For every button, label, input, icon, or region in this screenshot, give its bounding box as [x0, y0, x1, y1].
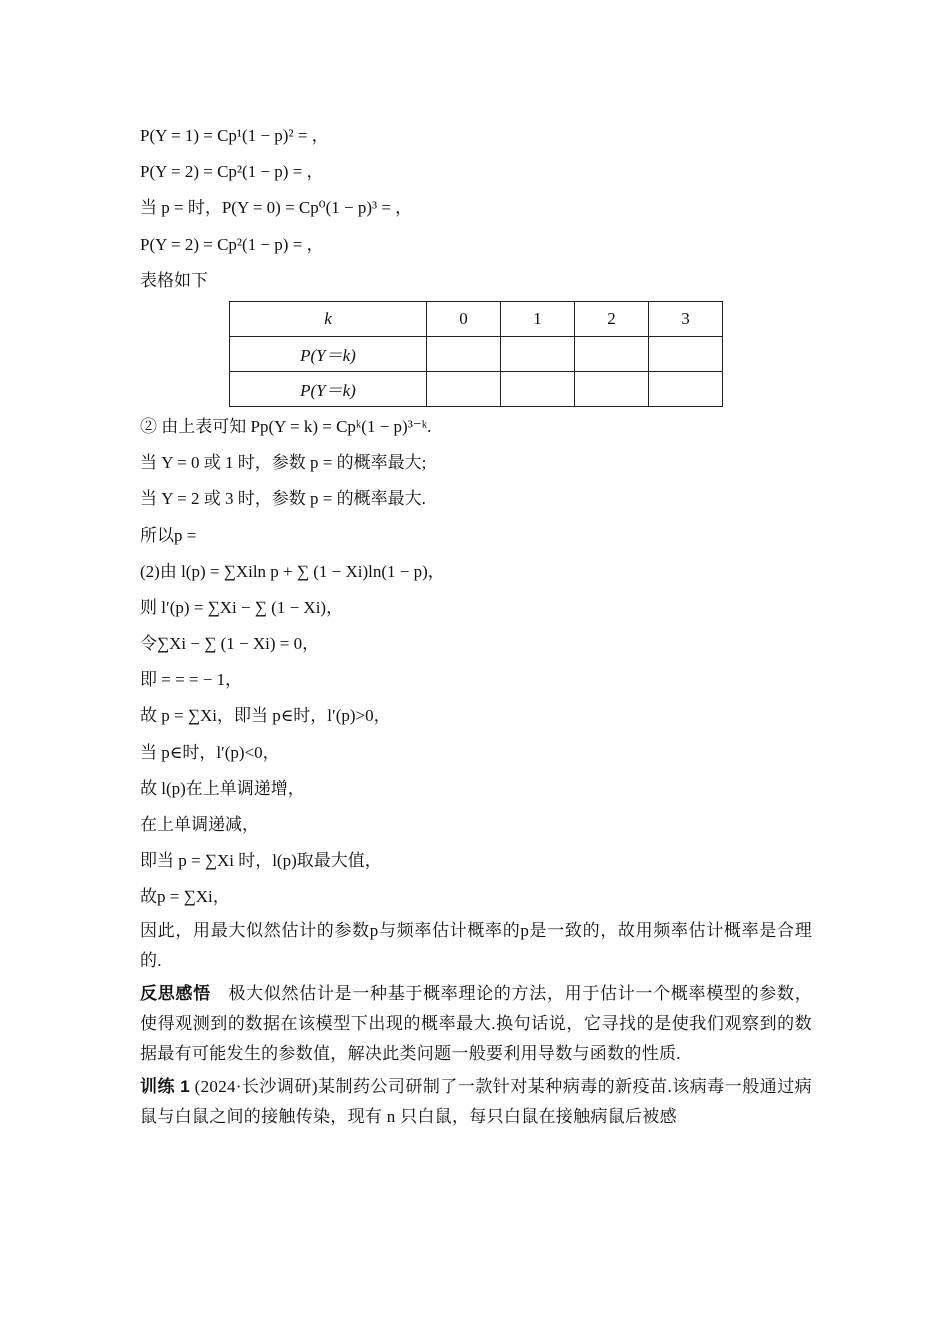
- formula-line-9: (2)由 l(p) = ∑Xiln p + ∑ (1 − Xi)ln(1 − p)，: [140, 561, 445, 581]
- formula-line-13: 故 p = ∑Xi，即当 p∈时，l′(p)>0，: [140, 706, 391, 726]
- solution-content: [140, 118, 812, 1132]
- conclusion-paragraph: 因此，用最大似然估计的参数p与频率估计概率的p是一致的，故用频率估计概率是合理的.: [140, 920, 812, 970]
- table-header-cell: 0: [427, 301, 501, 336]
- table-cell: [427, 371, 501, 406]
- formula-line-8: 所以p =: [140, 525, 197, 545]
- probability-table: [229, 301, 723, 407]
- table-cell: [575, 336, 649, 371]
- table-row: [230, 371, 723, 406]
- table-cell: [649, 371, 723, 406]
- exercise-text: (2024·长沙调研)某制药公司研制了一款针对某种病毒的新疫苗.该病毒一般通过病鼠与白鼠之间的接触传染，现有 n 只白鼠，每只白鼠在接触病鼠后被感: [140, 1076, 812, 1126]
- formula-line-17: 即当 p = ∑Xi 时，l(p)取最大值，: [140, 851, 382, 871]
- table-row-label: P(Y＝k): [230, 371, 427, 406]
- reflection-paragraph: [140, 979, 812, 1069]
- formula-line-2: P(Y = 2) = Cp²(1 − p) = ，: [140, 162, 324, 182]
- table-row: [230, 336, 723, 371]
- formula-line-1: P(Y = 1) = Cp¹(1 − p)² = ，: [140, 126, 329, 145]
- table-row-label: P(Y＝k): [230, 336, 427, 371]
- table-cell: [575, 371, 649, 406]
- formula-line-3: 当 p = 时，P(Y = 0) = Cp⁰(1 − p)³ = ，: [140, 198, 413, 218]
- table-header-row: [230, 301, 723, 336]
- formula-line-7: 当 Y = 2 或 3 时，参数 p = 的概率最大.: [140, 489, 426, 509]
- exercise-paragraph: [140, 1072, 812, 1132]
- table-cell: [649, 336, 723, 371]
- table-cell: [427, 336, 501, 371]
- table-header-k: k: [230, 301, 427, 336]
- formula-line-12: 即 = = = − 1，: [140, 670, 243, 690]
- formula-line-14: 当 p∈时，l′(p)<0，: [140, 742, 280, 762]
- table-header-cell: 1: [501, 301, 575, 336]
- exercise-label: 训练 1: [140, 1076, 190, 1096]
- table-header-cell: 2: [575, 301, 649, 336]
- formula-line-18: 故p = ∑Xi，: [140, 887, 230, 907]
- table-intro: 表格如下: [140, 270, 208, 290]
- formula-line-16: 在上单调递减，: [140, 815, 259, 834]
- reflection-label: 反思感悟: [140, 983, 211, 1003]
- formula-line-6: 当 Y = 0 或 1 时，参数 p = 的概率最大;: [140, 453, 427, 473]
- formula-line-5: ② 由上表可知 Pp(Y = k) = Cpᵏ(1 − p)³⁻ᵏ.: [140, 416, 432, 436]
- formula-line-15: 故 l(p)在上单调递增，: [140, 778, 305, 798]
- formula-line-10: 则 l′(p) = ∑Xi − ∑ (1 − Xi)，: [140, 597, 344, 617]
- table-cell: [501, 371, 575, 406]
- formula-line-11: 令∑Xi − ∑ (1 − Xi) = 0，: [140, 634, 320, 654]
- table-header-cell: 3: [649, 301, 723, 336]
- table-cell: [501, 336, 575, 371]
- formula-line-4: P(Y = 2) = Cp²(1 − p) = ，: [140, 234, 324, 254]
- reflection-text: 极大似然估计是一种基于概率理论的方法，用于估计一个概率模型的参数，使得观测到的数据在该模型下出现的概率最大.换句话说，它寻找的是使我们观察到的数据最有可能发生的参数值，解决此类问题一般要利用导数与函数的性质.: [140, 983, 812, 1063]
